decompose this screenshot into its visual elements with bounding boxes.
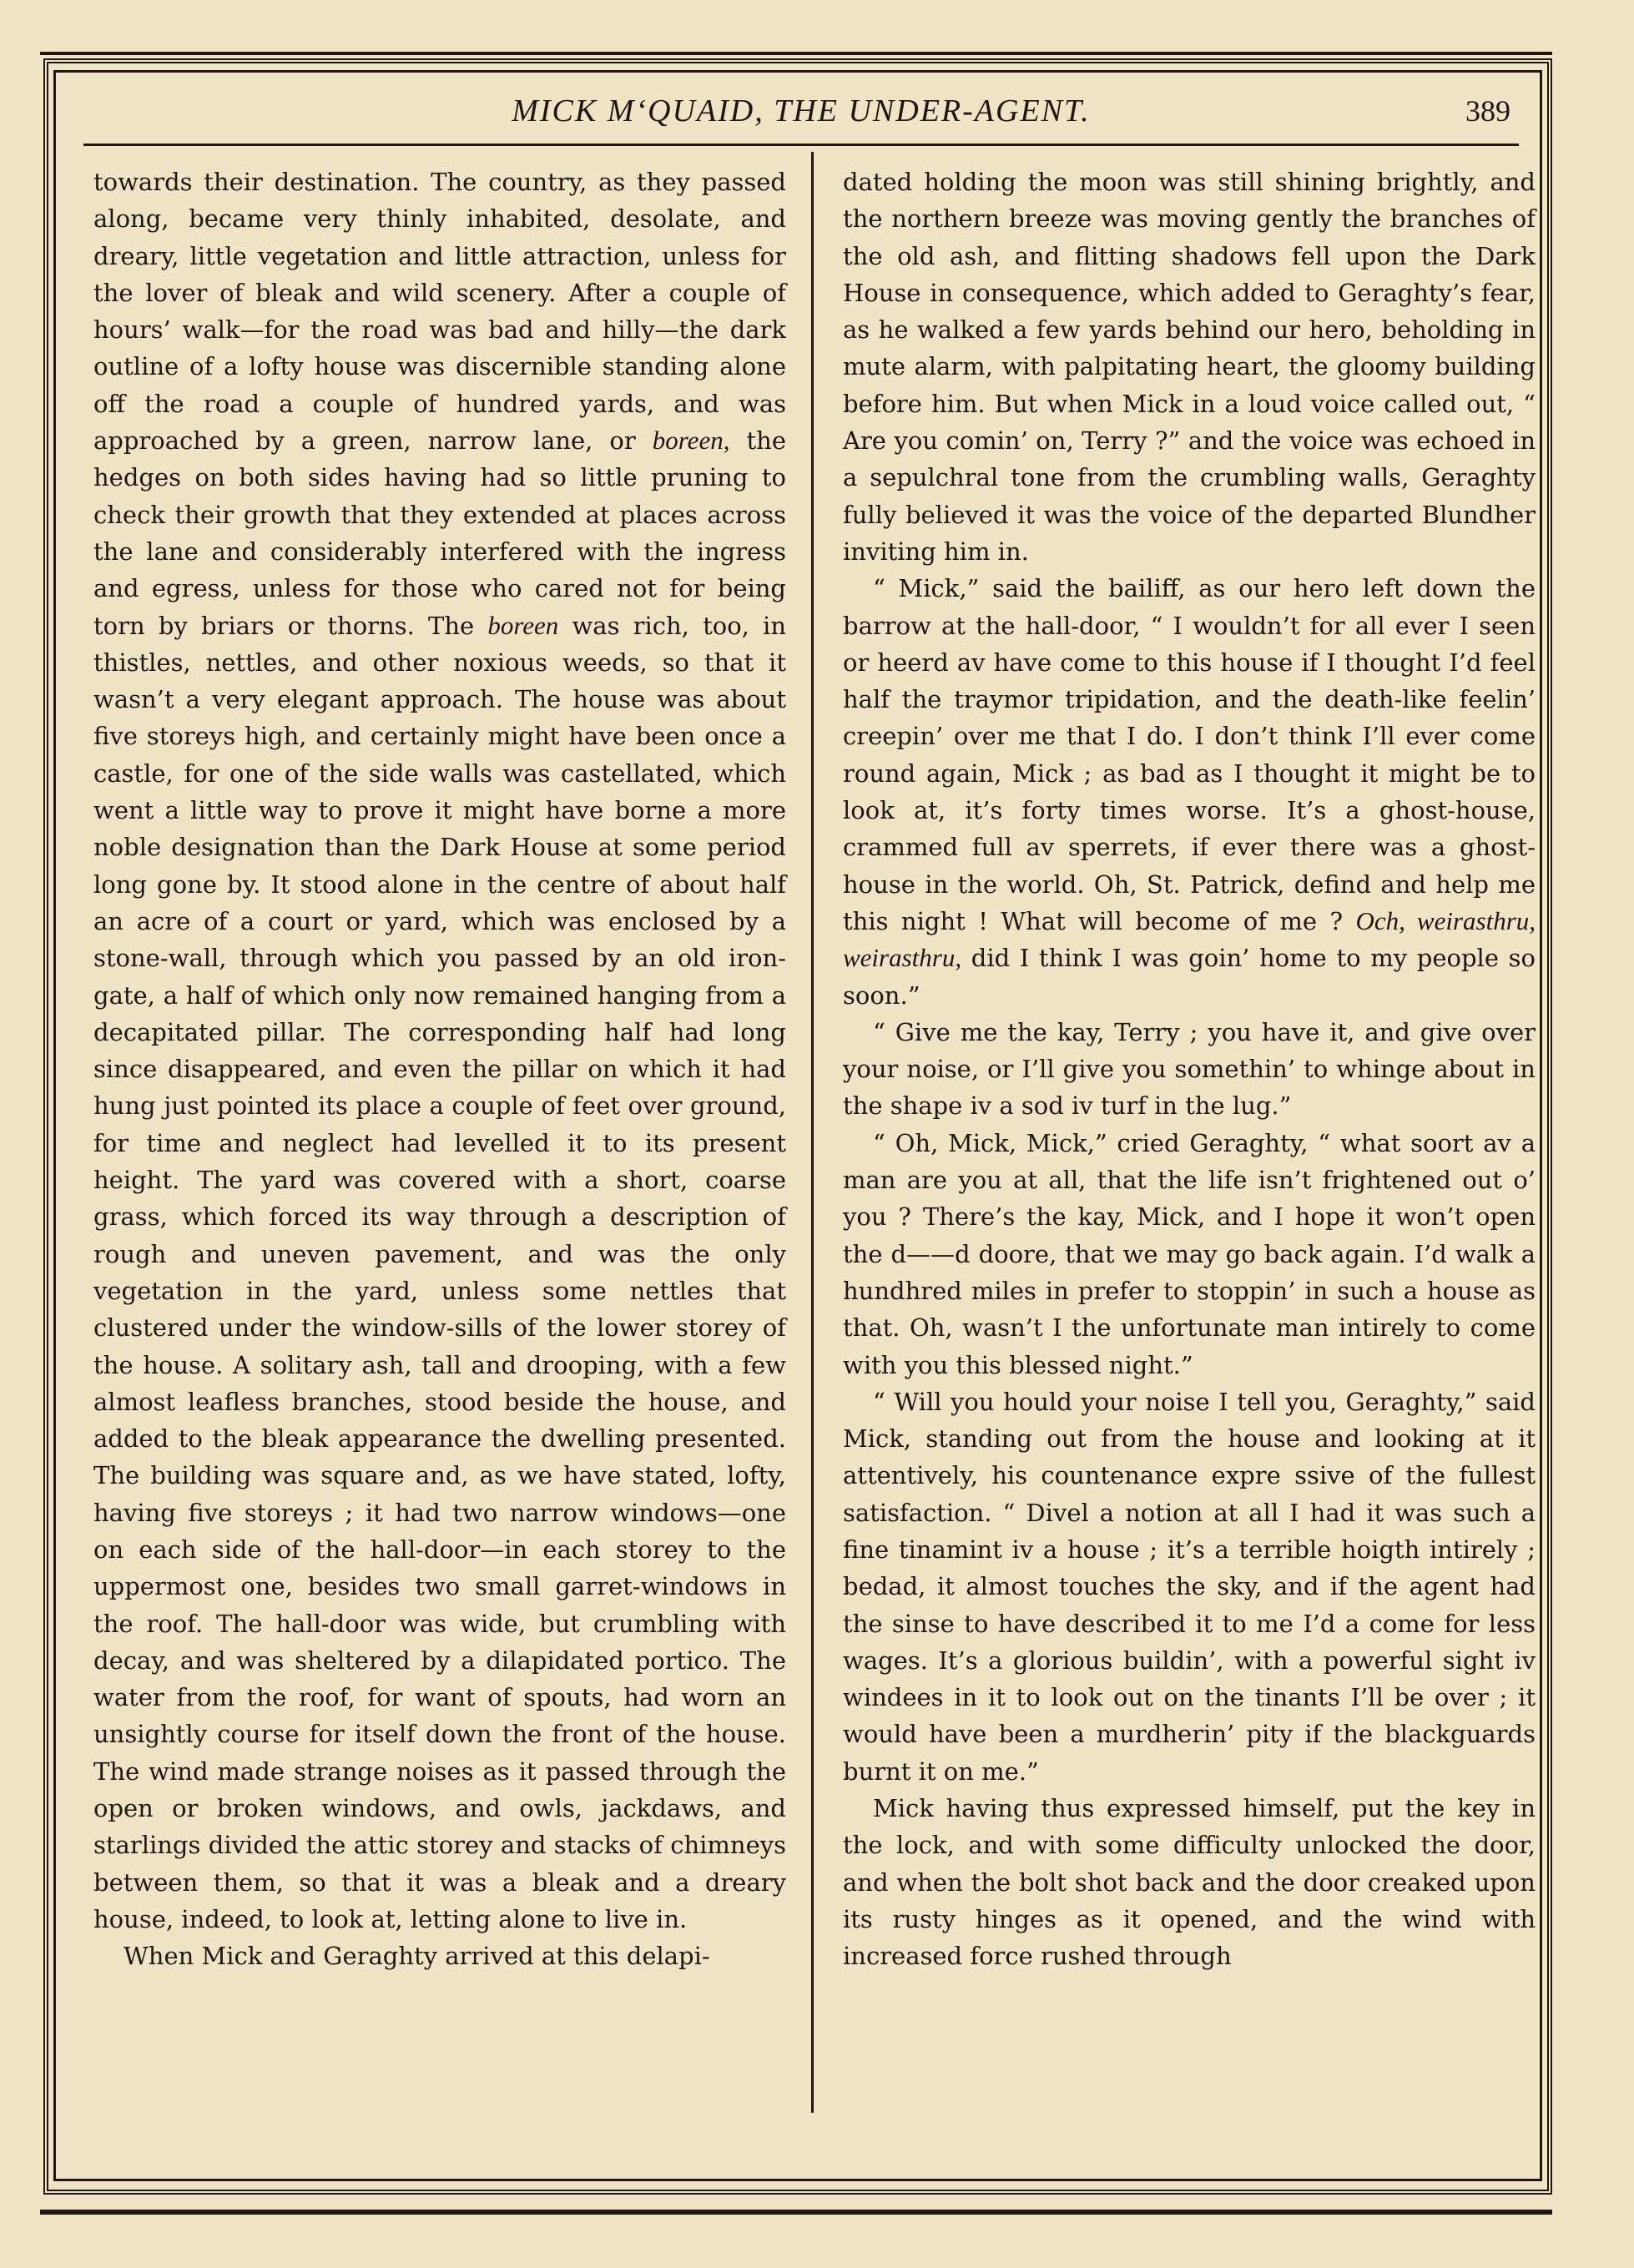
paragraph: “ Will you hould your noise I tell you, Geraghty,” said Mick, standing out from the house and looking at it attentively, his countenance expre ssive of the fullest satisfaction. “ Divel a notion at all I had it was such a fine tinamint iv a house ; it’s a terrible hoigth intirely ; bedad, it almost touches the sky, and if the agent had the sinse to have described it to me I’d a come for less wages. It’s a glorious buildin’, with a powerful sight iv windees in it to look out on the tinants I’ll be over ; it would have been a murdherin’ pity if the blackguards burnt it on me.” bbox=[843, 1387, 1536, 1786]
italic-word: boreen, bbox=[652, 426, 730, 456]
paragraph: When Mick and Geraghty arrived at this delapi- bbox=[124, 1942, 710, 1971]
text-run: did I think I was goin’ home to my people so soon.” bbox=[843, 944, 1536, 1010]
header-rule bbox=[83, 144, 1519, 146]
text-run: was rich, too, in thistles, nettles, and other noxious weeds, so that it wasn’t a very elegant approach. The house was about five storeys high, and certainly might have been once a castle, for one of the side walls was castellated, which went a little way to prove it might have borne a more noble designation than the Dark House at some period long gone by. It stood alone in the centre of about half an acre of a court or yard, which was enclosed by a stone-wall, through which you passed by an old iron-gate, a half of which only now remained hanging from a decapitated pillar. The corresponding half had long since disappeared, and even the pillar on which it had hung just pointed its place a couple of feet over ground, for time and neglect had levelled it to its present height. The yard was covered with a short, coarse grass, which forced its way through a description of rough and uneven pavement, and was the only vegetation in the yard, unless some nettles that clustered under the window-sills of the lower storey of the house. A solitary ash, tall and drooping, with a few almost leafless branches, stood beside the house, and added to the bleak appearance the dwelling presented. The building was square and, as we have stated, lofty, having five storeys ; it had two narrow windows—one on each side of the hall-door—in each storey to the uppermost one, besides two small garret-windows in the roof. The hall-door was wide, but crumbling with decay, and was sheltered by a dilapidated portico. The water from the roof, for want of spouts, had worn an unsightly course for itself down the front of the house. The wind made strange noises as it passed through the open or broken windows, and owls, jackdaws, and starlings divided the attic storey and stacks of chimneys between them, so that it was a bleak and a dreary house, indeed, to look at, letting alone to live in. bbox=[93, 611, 786, 1933]
text-run: the hedges on both sides having had so little pruning to check their growth that they extended at places across the lane and considerably interfered with the ingress and egress, unless for those who cared not for being torn by briars or thorns. The bbox=[93, 426, 786, 640]
page-number: 389 bbox=[1465, 94, 1510, 128]
paragraph: “ Oh, Mick, Mick,” cried Geraghty, “ what soort av a man are you at all, that the life isn’t frightened out o’ you ? There’s the kay, Mick, and I hope it won’t open the d——d doore, that we may go back again. I’d walk a hundhred miles in prefer to stoppin’ in such a house as that. Oh, wasn’t I the unfortunate man intirely to come with you this blessed night.” bbox=[843, 1128, 1536, 1379]
text-run: “ Mick,” said the bailiff, as our hero left down the barrow at the hall-door, “ I wouldn’t for all ever I seen or heerd av have come to this house if I thought I’d feel half the traymor tripidation, and the death-like feelin’ creepin’ over me that I do. I don’t think I’ll ever come round again, Mick ; as bad as I thought it might be to look at, it’s forty times worse. It’s a ghost-house, crammed full av sperrets, if ever there was a ghost-house in the world. Oh, St. Patrick, defind and help me this night ! What will become of me ? bbox=[843, 574, 1536, 935]
column-divider bbox=[811, 152, 814, 2113]
top-border-rule bbox=[40, 52, 1552, 55]
paragraph bbox=[843, 570, 1536, 1014]
text-run: towards their destination. The country, as they passed along, became very thinly inhabited, desolate, and dreary, little vegetation and little attraction, unless for the lover of bleak and wild scenery. After a couple of hours’ walk—for the road was bad and hilly—the dark outline of a lofty house was discernible standing alone off the road a couple of hundred yards, and was approached by a green, narrow lane, or bbox=[93, 168, 786, 456]
paragraph: dated holding the moon was still shining brightly, and the northern breeze was moving gently the branches of the old ash, and flitting shadows fell upon the Dark House in consequence, which added to Geraghty’s fear, as he walked a few yards behind our hero, beholding in mute alarm, with palpitating heart, the gloomy building before him. But when Mick in a loud voice called out, “ Are you comin’ on, Terry ?” and the voice was echoed in a sepulchral tone from the crumbling walls, Geraghty fully believed it was the voice of the departed Blundher inviting him in. bbox=[843, 168, 1536, 566]
running-title: MICK M‘QUAID, THE UNDER-AGENT. bbox=[512, 93, 1091, 129]
italic-phrase: Och, weirasthru, weirasthru, bbox=[843, 905, 1536, 973]
left-column bbox=[93, 164, 786, 1975]
right-column bbox=[843, 164, 1536, 1975]
paragraph: Mick having thus expressed himself, put the key in the lock, and with some difficulty unlocked the door, and when the bolt shot back and the door creaked upon its rusty hinges as it opened, and the wind with increased force rushed through bbox=[843, 1794, 1536, 1971]
paragraph bbox=[93, 164, 786, 1938]
italic-word: boreen bbox=[487, 610, 559, 640]
running-header bbox=[83, 90, 1519, 140]
paragraph: “ Give me the kay, Terry ; you have it, and give over your noise, or I’ll give you somethin’ to whinge about in the shape iv a sod iv turf in the lug.” bbox=[843, 1017, 1536, 1121]
bottom-border-rule bbox=[40, 2210, 1552, 2215]
